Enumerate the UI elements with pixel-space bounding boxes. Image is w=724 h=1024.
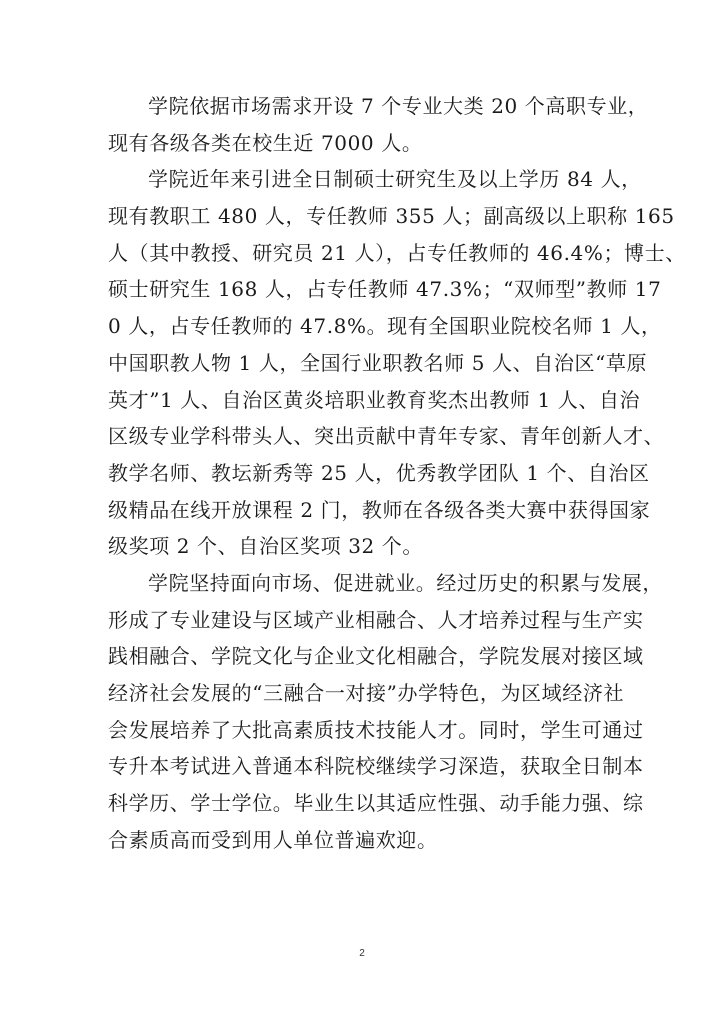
paragraph-1-line-1: 学院依据市场需求开设 7 个专业大类 20 个高职专业， xyxy=(148,94,649,118)
paragraph-3-line-8: 合素质高而受到用人单位普遍欢迎。 xyxy=(108,827,438,852)
paragraph-3-line-2: 形成了专业建设与区域产业相融合、人才培养过程与生产实 xyxy=(108,607,644,632)
paragraph-2-line-4: 硕士研究生 168 人，占专任教师 47.3%；“双师型”教师 17 xyxy=(108,277,662,302)
paragraph-2-line-7: 英才”1 人、自治区黄炎培职业教育奖杰出教师 1 人、自治 xyxy=(108,387,641,412)
paragraph-1-line-2: 现有各级各类在校生近 7000 人。 xyxy=(108,130,423,155)
paragraph-3-line-5: 会发展培养了大批高素质技术技能人才。同时，学生可通过 xyxy=(108,717,644,742)
page-number: 2 xyxy=(359,948,365,959)
paragraph-2-line-3: 人（其中教授、研究员 21 人），占专任教师的 46.4%；博士、 xyxy=(108,240,686,265)
paragraph-3-line-3: 践相融合、学院文化与企业文化相融合，学院发展对接区域 xyxy=(108,644,644,669)
paragraph-3-line-6: 专升本考试进入普通本科院校继续学习深造，获取全日制本 xyxy=(108,754,644,779)
paragraph-2-line-10: 级精品在线开放课程 2 门，教师在各级各类大赛中获得国家 xyxy=(108,497,651,522)
paragraph-2-line-2: 现有教职工 480 人，专任教师 355 人；副高级以上职称 165 xyxy=(108,204,675,229)
paragraph-2-line-1: 学院近年来引进全日制硕士研究生及以上学历 84 人， xyxy=(148,167,642,192)
paragraph-2-line-6: 中国职教人物 1 人，全国行业职教名师 5 人、自治区“草原 xyxy=(108,350,648,375)
paragraph-3-line-7: 科学历、学士学位。毕业生以其适应性强、动手能力强、综 xyxy=(108,791,644,816)
paragraph-3-line-4: 经济社会发展的“三融合一对接”办学特色，为区域经济社 xyxy=(108,681,625,705)
paragraph-3-line-1: 学院坚持面向市场、促进就业。经过历史的积累与发展， xyxy=(148,570,663,595)
paragraph-2-line-5: 0 人，占专任教师的 47.8%。现有全国职业院校名师 1 人， xyxy=(108,314,662,339)
paragraph-2-line-8: 区级专业学科带头人、突出贡献中青年专家、青年创新人才、 xyxy=(108,424,665,449)
paragraph-2-line-11: 级奖项 2 个、自治区奖项 32 个。 xyxy=(108,534,424,559)
body-text xyxy=(108,88,686,858)
paragraph-2-line-9: 教学名师、教坛新秀等 25 人，优秀教学团队 1 个、自治区 xyxy=(108,460,650,485)
